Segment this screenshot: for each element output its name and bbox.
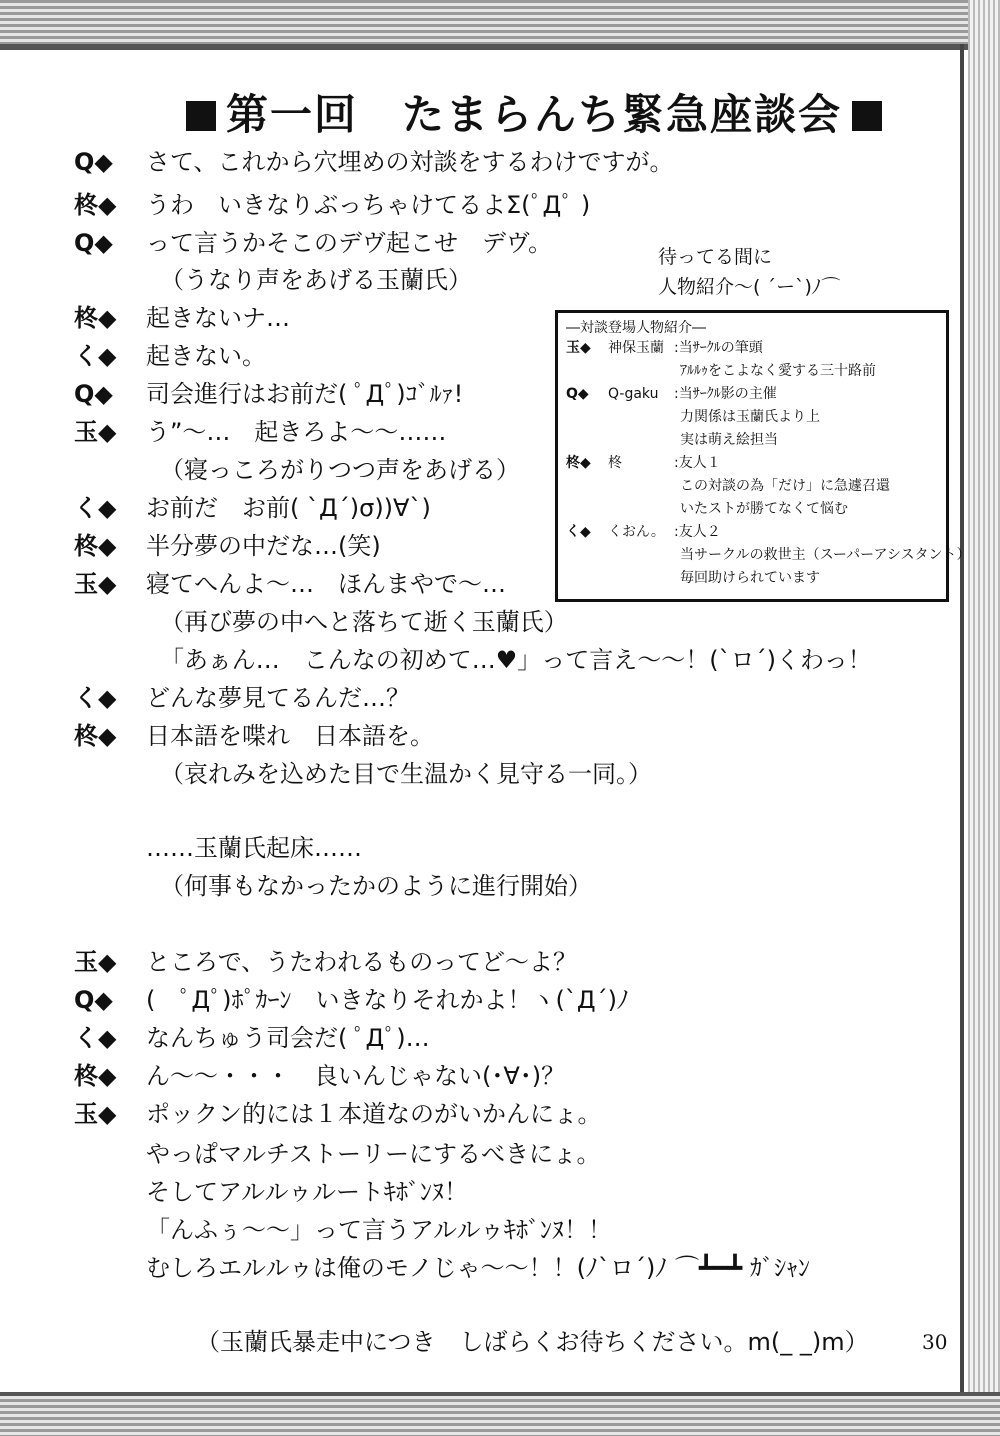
side-note xyxy=(658,242,840,302)
cast-role: この対談の為「だけ」に急遽召還 xyxy=(680,478,890,494)
dialogue-text: （寝っころがりつつ声をあげる） xyxy=(160,456,520,484)
closing-note: （玉蘭氏暴走中につき しばらくお待ちください。m(_ _)m） xyxy=(196,1328,869,1356)
dialogue-text: 司会進行はお前だ( ﾟДﾟ)ｺﾞﾙｧ! xyxy=(146,380,464,408)
cast-speaker: Q◆ xyxy=(566,386,589,402)
cast-role: 毎回助けられています xyxy=(680,570,820,586)
dialogue-text: ポックン的には１本道なのがいかんにょ。 xyxy=(146,1100,602,1128)
speaker-label: 玉◆ xyxy=(74,948,117,976)
cast-role: いたストが勝てなくて悩む xyxy=(680,501,848,517)
dialogue-text: 「んふぅ～～」って言うアルルゥｷﾎﾞﾝﾇ！！ xyxy=(146,1216,612,1244)
speaker-label: 柊◆ xyxy=(74,722,117,750)
top-border xyxy=(0,0,1000,48)
speaker-label: 柊◆ xyxy=(74,532,117,560)
cast-role: :当ｻｰｸﾙ影の主催 xyxy=(674,386,777,402)
square-bullet-icon xyxy=(852,101,882,131)
right-border xyxy=(968,0,1000,1436)
dialogue-text: 起きないナ… xyxy=(146,304,290,332)
speaker-label: く◆ xyxy=(74,684,117,712)
page-title xyxy=(180,82,888,142)
cast-speaker: く◆ xyxy=(566,524,591,540)
speaker-label: Q◆ xyxy=(74,148,113,176)
speaker-label: 玉◆ xyxy=(74,570,117,598)
speaker-label: 柊◆ xyxy=(74,191,117,219)
dialogue-text: （哀れみを込めた目で生温かく見守る一同。） xyxy=(160,760,652,788)
speaker-label: Q◆ xyxy=(74,380,113,408)
speaker-label: 柊◆ xyxy=(74,1062,117,1090)
bottom-border xyxy=(0,1396,1000,1436)
cast-name: Q-gaku xyxy=(608,386,659,402)
page-title-text: 第一回 たまらんち緊急座談会 xyxy=(226,90,843,139)
cast-intro-box xyxy=(555,310,971,602)
cast-name: くおん。 xyxy=(608,524,665,540)
dialogue-text: ( ﾟДﾟ)ﾎﾟｶｰﾝ いきなりそれかよ！ヽ(`Д´)ﾉ xyxy=(146,986,629,1014)
dialogue-text: う”～… 起きろよ～～…… xyxy=(146,418,447,446)
side-note-line: 人物紹介～( ´ー`)ﾉ⌒ xyxy=(658,276,841,298)
cast-name: 神保玉蘭 xyxy=(608,340,664,356)
speaker-label: Q◆ xyxy=(74,229,113,257)
square-bullet-icon xyxy=(186,101,216,131)
cast-role: :友人２ xyxy=(674,524,721,540)
cast-box-heading: ―対談登場人物紹介― xyxy=(566,320,706,336)
speaker-label: く◆ xyxy=(74,342,117,370)
cast-speaker: 柊◆ xyxy=(566,455,591,471)
top-border-line xyxy=(0,44,1000,50)
cast-name: 柊 xyxy=(608,455,622,471)
dialogue-text: うわ いきなりぶっちゃけてるよΣ(ﾟДﾟ ) xyxy=(146,191,591,219)
dialogue-text: （何事もなかったかのように進行開始） xyxy=(160,872,592,900)
dialogue-text: なんちゅう司会だ( ﾟДﾟ)… xyxy=(146,1024,430,1052)
speaker-label: 柊◆ xyxy=(74,304,117,332)
dialogue-text: さて、これから穴埋めの対談をするわけですが。 xyxy=(146,148,674,176)
dialogue-text: （うなり声をあげる玉蘭氏） xyxy=(160,266,472,294)
dialogue-text: ん～～・・・ 良いんじゃない(･∀･)？ xyxy=(146,1062,566,1090)
dialogue-text: 「あぁん… こんなの初めて…♥」って言え～～！(`ロ´)くわっ！ xyxy=(160,646,872,674)
dialogue-text: （再び夢の中へと落ちて逝く玉蘭氏） xyxy=(160,608,568,636)
cast-role: ｱﾙﾙｩをこよなく愛する三十路前 xyxy=(680,363,876,379)
dialogue-text: 日本語を喋れ 日本語を。 xyxy=(146,722,434,750)
cast-role: :友人１ xyxy=(674,455,721,471)
dialogue-text: そしてアルルゥルートｷﾎﾞﾝﾇ！ xyxy=(146,1178,468,1206)
cast-role: 力関係は玉蘭氏より上 xyxy=(680,409,820,425)
cast-role: 実は萌え絵担当 xyxy=(680,432,778,448)
side-note-line: 待ってる間に xyxy=(658,246,773,268)
dialogue-text: むしろエルルゥは俺のモノじゃ～～！！(ﾉ`ロ´)ﾉ ⌒┻━┻ ｶﾞｼｬﾝ xyxy=(146,1254,811,1282)
dialogue-text: どんな夢見てるんだ…？ xyxy=(146,684,410,712)
dialogue-text: やっぱマルチストーリーにするべきにょ。 xyxy=(146,1140,601,1168)
dialogue-text: お前だ お前( `Д´)σ))∀`) xyxy=(146,494,431,522)
dialogue-text: ところで、うたわれるものってど～よ？ xyxy=(146,948,578,976)
speaker-label: く◆ xyxy=(74,1024,117,1052)
dialogue-text: 半分夢の中だな…(笑) xyxy=(146,532,381,560)
speaker-label: く◆ xyxy=(74,494,117,522)
cast-speaker: 玉◆ xyxy=(566,340,591,356)
page-number: 30 xyxy=(922,1330,948,1354)
speaker-label: Q◆ xyxy=(74,986,113,1014)
dialogue-text: 起きない。 xyxy=(146,342,266,370)
dialogue-text: ……玉蘭氏起床…… xyxy=(146,834,362,862)
dialogue-text: って言うかそこのデヴ起こせ デヴ。 xyxy=(146,229,553,257)
right-border-line xyxy=(960,44,964,1394)
cast-role: 当サークルの救世主（スーパーアシスタント） xyxy=(680,547,971,563)
speaker-label: 玉◆ xyxy=(74,1100,117,1128)
dialogue-text: 寝てへんよ～… ほんまやで～… xyxy=(146,570,506,598)
speaker-label: 玉◆ xyxy=(74,418,117,446)
cast-role: :当ｻｰｸﾙの筆頭 xyxy=(674,340,763,356)
